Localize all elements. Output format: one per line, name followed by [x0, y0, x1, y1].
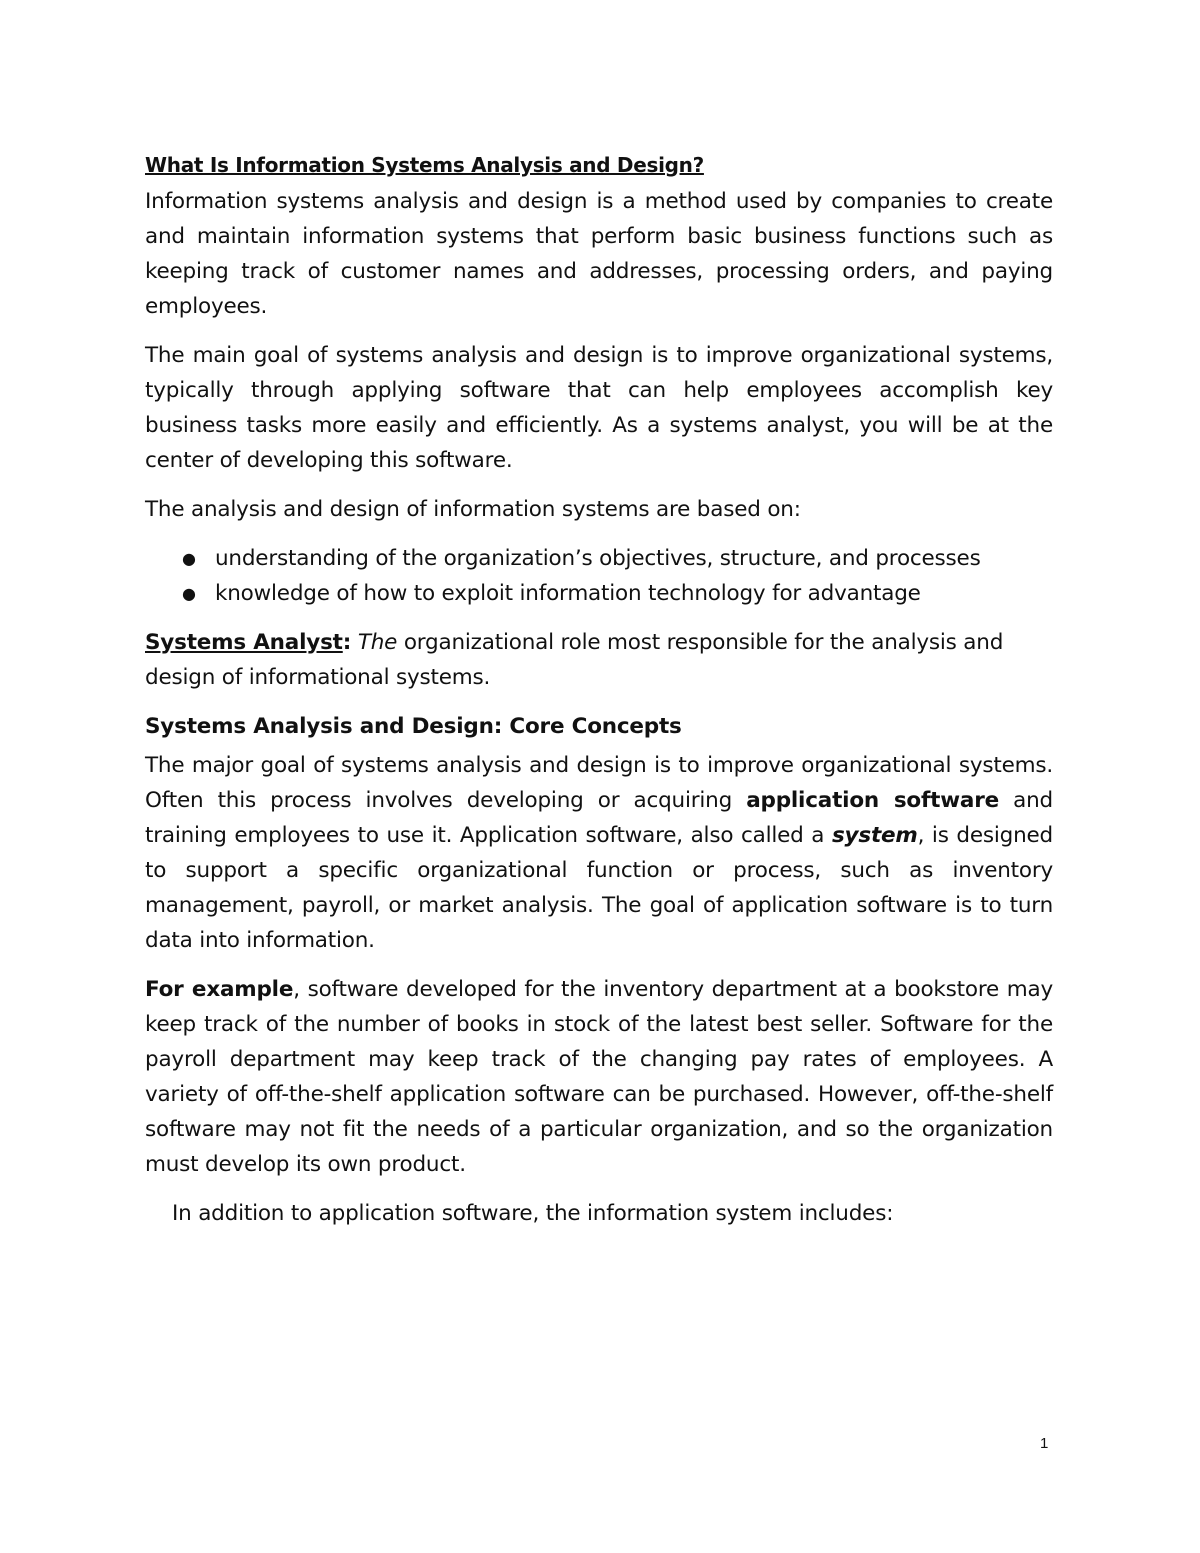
example-paragraph: [145, 972, 1053, 1182]
bullet-icon: ●: [182, 549, 196, 568]
core-concepts-heading: Systems Analysis and Design: Core Concepts: [145, 714, 682, 739]
document-title: What Is Information Systems Analysis and Design?: [145, 153, 704, 177]
main-goal-paragraph: The main goal of systems analysis and design is to improve organizational systems, typically through applying software that can help employees accomplish key business tasks more easily and efficiently. As a systems analyst, you will be at the center of developing this software.: [145, 343, 1053, 473]
application-software-term: application software: [746, 788, 999, 813]
systems-analyst-definition: [145, 625, 1053, 695]
system-term: system: [831, 823, 918, 848]
addition-paragraph: In addition to application software, the information system includes:: [172, 1201, 894, 1226]
page-number: 1: [1040, 1435, 1049, 1452]
core-text-2: and training employees to use it. Application software, also called a: [145, 788, 1054, 848]
list-item: [182, 576, 1053, 611]
core-text-3: , is designed to support a specific organizational function or process, such as inventory management, payroll, or market analysis. The goal of application software is to turn data into information.: [145, 823, 1053, 953]
list-item: [182, 541, 1053, 576]
bullet-icon: ●: [182, 584, 196, 603]
definition-lead: The: [357, 630, 398, 655]
core-text-1: The major goal of systems analysis and design is to improve organizational systems. Often this process involves developing or acquiring: [145, 753, 1053, 813]
list-item-text: knowledge of how to exploit information technology for advantage: [215, 581, 921, 606]
list-item-text: understanding of the organization’s objectives, structure, and processes: [215, 546, 981, 571]
based-on-list: [145, 541, 1053, 611]
systems-analyst-term: Systems Analyst: [145, 630, 343, 655]
document-page: [145, 150, 1053, 1245]
example-lead: For example: [145, 977, 294, 1002]
example-text: , software developed for the inventory department at a bookstore may keep track of the number of books in stock of the latest best seller. Software for the payroll department may keep track of the changing pay rates of employees. A variety of off-the-shelf application software can be purchased. However, off-the-shelf software may not fit the needs of a particular organization, and so the organization must develop its own product.: [145, 977, 1053, 1177]
intro-paragraph: Information systems analysis and design is a method used by companies to create and maintain information systems that perform basic business functions such as keeping track of customer names and addresses, processing orders, and paying employees.: [145, 189, 1053, 319]
core-concepts-paragraph: [145, 748, 1053, 958]
definition-text: organizational role most responsible for the analysis and design of informational systems.: [145, 630, 1004, 690]
based-on-paragraph: The analysis and design of information systems are based on:: [145, 497, 801, 522]
term-colon: :: [342, 630, 352, 655]
